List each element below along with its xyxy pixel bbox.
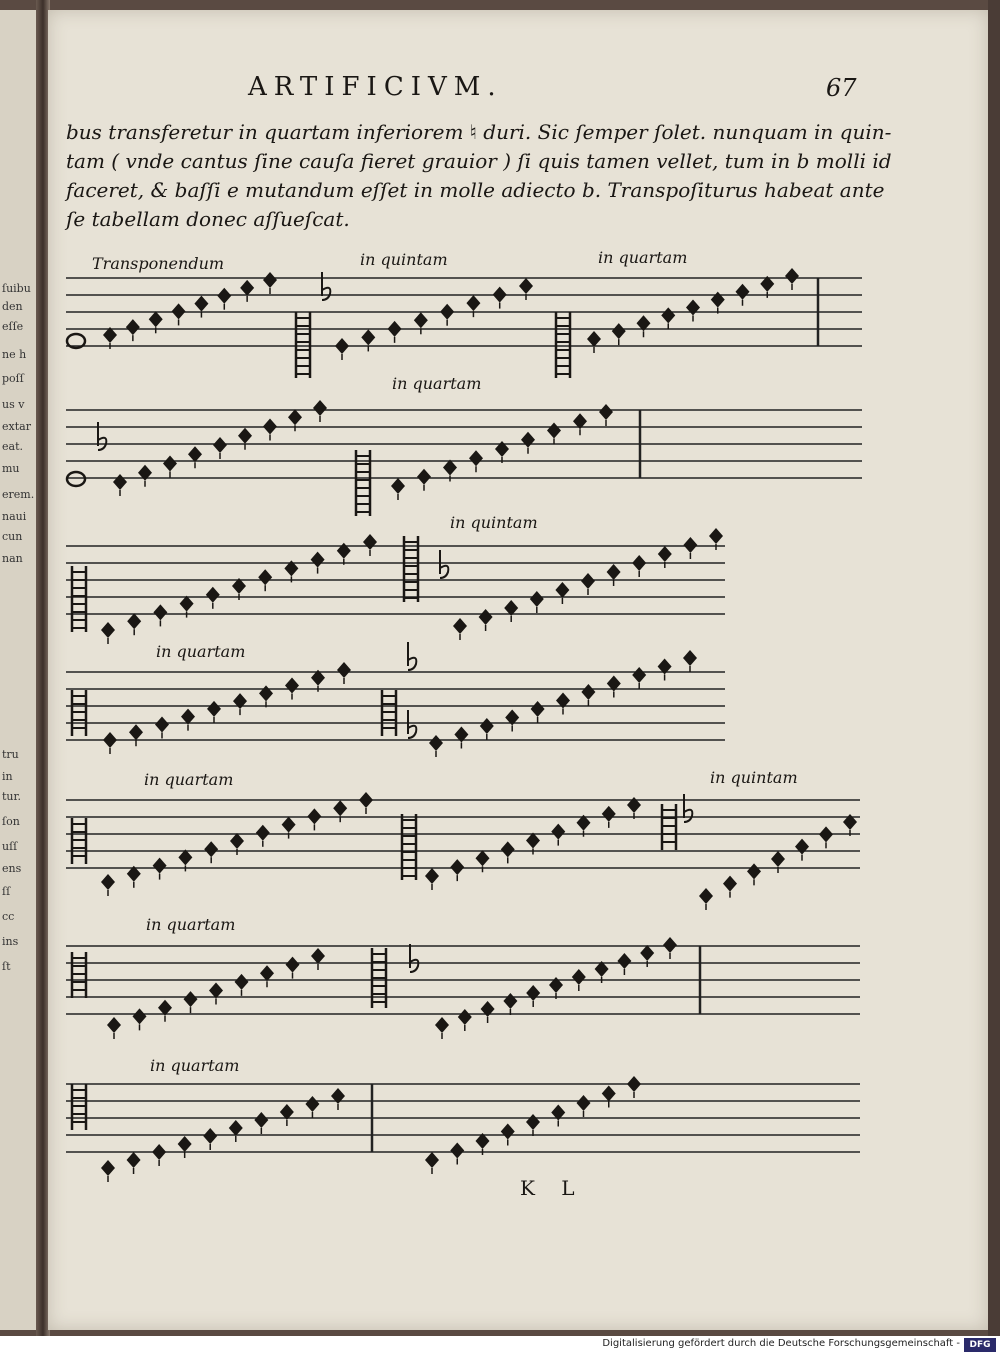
note <box>530 591 544 607</box>
left-page-fragment: naui <box>2 510 27 523</box>
left-page-fragment: ſuibu <box>2 282 31 295</box>
note <box>480 718 494 734</box>
note <box>263 419 277 435</box>
note <box>551 824 565 840</box>
note <box>747 863 761 879</box>
left-page-fragment: den <box>2 300 23 313</box>
note <box>259 685 273 701</box>
note <box>466 295 480 311</box>
note <box>133 1008 147 1024</box>
note <box>203 1128 217 1144</box>
note <box>311 948 325 964</box>
body-line: faceret, & baſſi e mutandum eſſet in molle adiecto b. Transpoſiturus habeat ante <box>66 178 885 202</box>
flat-sign <box>322 288 330 300</box>
flat-sign <box>440 566 448 578</box>
note <box>101 874 115 890</box>
note <box>503 993 517 1009</box>
left-page-fragment: tur. <box>2 790 22 803</box>
left-page-fragment: cun <box>2 530 23 543</box>
left-page-fragment: in <box>2 770 13 783</box>
note <box>658 546 672 562</box>
left-page-fragment: us v <box>2 398 25 411</box>
left-page-fragment: eſſe <box>2 320 24 333</box>
note <box>581 684 595 700</box>
note <box>260 965 274 981</box>
label-in-quartam: in quartam <box>144 770 234 789</box>
label-in-quintam: in quintam <box>710 768 798 787</box>
label-in-quintam: in quintam <box>450 513 538 532</box>
note <box>414 312 428 328</box>
left-page-fragment: ne h <box>2 348 27 361</box>
note <box>204 841 218 857</box>
left-page-fragment: cc <box>2 910 15 923</box>
note <box>254 1112 268 1128</box>
note <box>359 792 373 808</box>
note <box>127 1152 141 1168</box>
note <box>184 991 198 1007</box>
note <box>581 573 595 589</box>
note <box>155 716 169 732</box>
note <box>209 983 223 999</box>
note <box>661 307 675 323</box>
note <box>256 825 270 841</box>
left-page-fragment: tru <box>2 748 19 761</box>
note <box>235 974 249 990</box>
label-transponendum: Transponendum <box>92 254 225 273</box>
label-in-quartam: in quartam <box>156 642 246 661</box>
note <box>194 296 208 312</box>
note <box>240 280 254 296</box>
note <box>178 1136 192 1152</box>
note <box>547 423 561 439</box>
note <box>129 724 143 740</box>
left-page-fragment: uſſ <box>2 840 18 853</box>
note <box>188 446 202 462</box>
note <box>501 1124 515 1140</box>
label-in-quintam: in quintam <box>360 250 448 269</box>
note <box>335 338 349 354</box>
note <box>450 859 464 875</box>
note <box>152 1144 166 1160</box>
note <box>307 808 321 824</box>
note <box>388 321 402 337</box>
label-in-quartam: in quartam <box>598 248 688 267</box>
note <box>163 456 177 472</box>
note <box>526 985 540 1001</box>
note <box>450 1143 464 1159</box>
dfg-logo: DFG <box>964 1338 996 1352</box>
note <box>127 613 141 629</box>
clef-mark <box>67 472 85 486</box>
note <box>107 1017 121 1033</box>
note <box>602 806 616 822</box>
left-page-fragment: ſſ <box>2 885 11 898</box>
left-page-fragment: ens <box>2 862 22 875</box>
left-page-fragment: ſon <box>2 815 20 828</box>
note <box>103 732 117 748</box>
note <box>305 1096 319 1112</box>
note <box>206 587 220 603</box>
note <box>153 858 167 874</box>
note <box>632 555 646 571</box>
staff-marks <box>67 272 692 1130</box>
left-page-fragment: ſt <box>2 960 11 973</box>
left-page-fragment: poſſ <box>2 372 24 385</box>
note <box>263 272 277 288</box>
note <box>699 888 713 904</box>
note <box>617 953 631 969</box>
note <box>709 528 723 544</box>
note <box>180 596 194 612</box>
note <box>337 662 351 678</box>
left-page-fragment: eat. <box>2 440 23 453</box>
note <box>519 278 533 294</box>
note <box>771 851 785 867</box>
running-title: ARTIFICIVM. <box>248 72 503 102</box>
note <box>101 1160 115 1176</box>
note <box>417 469 431 485</box>
note <box>391 478 405 494</box>
note <box>819 826 833 842</box>
flat-sign <box>410 960 418 972</box>
page-number: 67 <box>826 74 857 102</box>
note <box>435 1017 449 1033</box>
left-page-fragment: extar <box>2 420 31 433</box>
note <box>526 833 540 849</box>
note <box>101 622 115 638</box>
note <box>313 400 327 416</box>
note <box>555 582 569 598</box>
signature-mark: K L <box>520 1176 585 1200</box>
note <box>288 409 302 425</box>
note <box>572 969 586 985</box>
label-in-quartam: in quartam <box>150 1056 240 1075</box>
note <box>469 450 483 466</box>
note <box>286 957 300 973</box>
note <box>785 268 799 284</box>
body-line: ſe tabellam donec aſſueſcat. <box>66 207 350 231</box>
body-line: tam ( vnde cantus ſine cauſa fieret grauior ) ſi quis tamen vellet, tum in b molli id <box>66 149 892 173</box>
note <box>521 432 535 448</box>
note <box>126 319 140 335</box>
left-page-fragment: ins <box>2 935 19 948</box>
note <box>683 537 697 553</box>
note <box>607 564 621 580</box>
note <box>229 1120 243 1136</box>
note <box>602 1086 616 1102</box>
note <box>153 604 167 620</box>
note <box>425 868 439 884</box>
note <box>599 404 613 420</box>
flat-sign <box>684 810 692 822</box>
note <box>458 1009 472 1025</box>
note <box>443 460 457 476</box>
note <box>213 437 227 453</box>
note <box>149 311 163 327</box>
note <box>526 1114 540 1130</box>
note <box>683 650 697 666</box>
footer-bar <box>0 1336 1000 1354</box>
left-page-fragment: nan <box>2 552 23 565</box>
note <box>479 609 493 625</box>
note <box>285 678 299 694</box>
note <box>577 1095 591 1111</box>
note <box>686 300 700 316</box>
note <box>258 569 272 585</box>
note <box>172 303 186 319</box>
notes <box>101 268 857 1182</box>
note <box>361 329 375 345</box>
note <box>238 428 252 444</box>
note <box>207 701 221 717</box>
note <box>723 876 737 892</box>
left-page-fragment: erem. <box>2 488 35 501</box>
label-in-quartam: in quartam <box>392 374 482 393</box>
flat-sign <box>408 726 416 738</box>
note <box>425 1152 439 1168</box>
label-in-quartam: in quartam <box>146 915 236 934</box>
note <box>363 534 377 550</box>
note <box>333 800 347 816</box>
note <box>640 945 654 961</box>
note <box>217 288 231 304</box>
left-page-fragment: mu <box>2 462 20 475</box>
note <box>453 618 467 634</box>
note <box>476 850 490 866</box>
note <box>113 474 127 490</box>
note <box>493 287 507 303</box>
body-line: bus transferetur in quartam inferiorem ♮ duri. Sic ſemper ſolet. nunquam in quin- <box>66 120 892 144</box>
note <box>440 304 454 320</box>
note <box>282 817 296 833</box>
note <box>632 667 646 683</box>
note <box>230 833 244 849</box>
note <box>795 839 809 855</box>
note <box>663 937 677 953</box>
note <box>587 331 601 347</box>
note <box>178 849 192 865</box>
note <box>736 284 750 300</box>
flat-sign <box>408 658 416 670</box>
funding-credit: Digitalisierung gefördert durch die Deutsche Forschungsgemeinschaft - <box>602 1338 960 1349</box>
note <box>711 292 725 308</box>
note <box>531 701 545 717</box>
note <box>627 1076 641 1092</box>
note <box>311 552 325 568</box>
note <box>612 323 626 339</box>
note <box>501 841 515 857</box>
note <box>429 735 443 751</box>
